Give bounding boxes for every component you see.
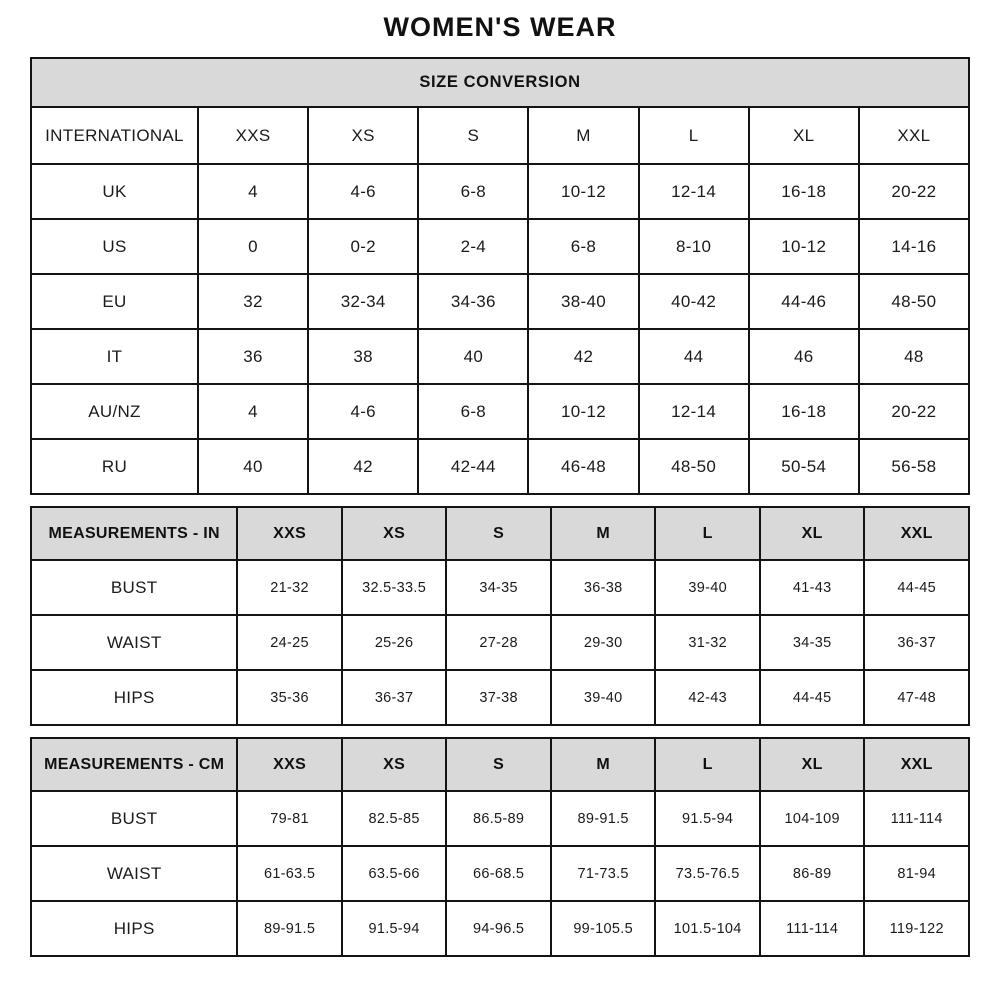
value-cell: 10-12	[528, 164, 638, 219]
value-cell: 48-50	[639, 439, 749, 494]
value-cell: 101.5-104	[655, 901, 760, 956]
value-cell: 40-42	[639, 274, 749, 329]
value-cell: 0	[198, 219, 308, 274]
value-cell: 86-89	[760, 846, 865, 901]
size-column-header: XL	[760, 738, 865, 791]
value-cell: 12-14	[639, 384, 749, 439]
row-label: WAIST	[31, 615, 237, 670]
value-cell: 42	[308, 439, 418, 494]
row-label: EU	[31, 274, 198, 329]
value-cell: 6-8	[418, 164, 528, 219]
size-column-header: S	[418, 107, 528, 164]
value-cell: 20-22	[859, 384, 969, 439]
value-cell: 39-40	[655, 560, 760, 615]
value-cell: 63.5-66	[342, 846, 447, 901]
value-cell: 38-40	[528, 274, 638, 329]
value-cell: 4-6	[308, 164, 418, 219]
value-cell: 31-32	[655, 615, 760, 670]
value-cell: 38	[308, 329, 418, 384]
table-row	[31, 439, 969, 494]
value-cell: 8-10	[639, 219, 749, 274]
measurements-cm-table	[30, 737, 970, 957]
value-cell: 6-8	[418, 384, 528, 439]
size-column-header: XXL	[859, 107, 969, 164]
value-cell: 99-105.5	[551, 901, 656, 956]
table-row	[31, 384, 969, 439]
row-label: UK	[31, 164, 198, 219]
value-cell: 41-43	[760, 560, 865, 615]
value-cell: 6-8	[528, 219, 638, 274]
column-header-row	[31, 107, 969, 164]
size-column-header: L	[639, 107, 749, 164]
value-cell: 91.5-94	[342, 901, 447, 956]
value-cell: 24-25	[237, 615, 342, 670]
value-cell: 61-63.5	[237, 846, 342, 901]
table-row	[31, 846, 969, 901]
value-cell: 48-50	[859, 274, 969, 329]
size-column-header: XL	[760, 507, 865, 560]
value-cell: 82.5-85	[342, 791, 447, 846]
value-cell: 12-14	[639, 164, 749, 219]
value-cell: 10-12	[528, 384, 638, 439]
value-cell: 36-38	[551, 560, 656, 615]
row-label: BUST	[31, 791, 237, 846]
size-column-header: XXS	[198, 107, 308, 164]
value-cell: 4	[198, 384, 308, 439]
value-cell: 34-35	[760, 615, 865, 670]
value-cell: 0-2	[308, 219, 418, 274]
value-cell: 32	[198, 274, 308, 329]
value-cell: 35-36	[237, 670, 342, 725]
value-cell: 73.5-76.5	[655, 846, 760, 901]
value-cell: 36-37	[864, 615, 969, 670]
size-column-header: XL	[749, 107, 859, 164]
value-cell: 34-35	[446, 560, 551, 615]
value-cell: 44-45	[864, 560, 969, 615]
value-cell: 46-48	[528, 439, 638, 494]
size-column-header: XS	[308, 107, 418, 164]
size-column-header: XS	[342, 738, 447, 791]
value-cell: 25-26	[342, 615, 447, 670]
value-cell: 37-38	[446, 670, 551, 725]
value-cell: 20-22	[859, 164, 969, 219]
size-column-header: XXS	[237, 507, 342, 560]
value-cell: 21-32	[237, 560, 342, 615]
table-row	[31, 219, 969, 274]
size-column-header: M	[528, 107, 638, 164]
size-conversion-table	[30, 57, 970, 495]
size-column-header: L	[655, 738, 760, 791]
table-row	[31, 560, 969, 615]
value-cell: 89-91.5	[551, 791, 656, 846]
size-column-header: XXL	[864, 738, 969, 791]
size-conversion-banner: SIZE CONVERSION	[31, 58, 969, 107]
value-cell: 2-4	[418, 219, 528, 274]
value-cell: 47-48	[864, 670, 969, 725]
value-cell: 4	[198, 164, 308, 219]
value-cell: 71-73.5	[551, 846, 656, 901]
table-row	[31, 901, 969, 956]
row-label: IT	[31, 329, 198, 384]
value-cell: 27-28	[446, 615, 551, 670]
value-cell: 44	[639, 329, 749, 384]
row-label: US	[31, 219, 198, 274]
value-cell: 34-36	[418, 274, 528, 329]
table-row	[31, 670, 969, 725]
value-cell: 39-40	[551, 670, 656, 725]
value-cell: 32.5-33.5	[342, 560, 447, 615]
value-cell: 42-44	[418, 439, 528, 494]
value-cell: 16-18	[749, 384, 859, 439]
value-cell: 50-54	[749, 439, 859, 494]
size-column-header: XXL	[864, 507, 969, 560]
value-cell: 79-81	[237, 791, 342, 846]
banner-row	[31, 58, 969, 107]
table-row	[31, 329, 969, 384]
value-cell: 66-68.5	[446, 846, 551, 901]
value-cell: 111-114	[760, 901, 865, 956]
size-column-header: M	[551, 738, 656, 791]
value-cell: 44-46	[749, 274, 859, 329]
value-cell: 16-18	[749, 164, 859, 219]
row-label: BUST	[31, 560, 237, 615]
corner-header: MEASUREMENTS - IN	[31, 507, 237, 560]
value-cell: 10-12	[749, 219, 859, 274]
value-cell: 29-30	[551, 615, 656, 670]
value-cell: 48	[859, 329, 969, 384]
row-label: WAIST	[31, 846, 237, 901]
value-cell: 36	[198, 329, 308, 384]
corner-header: MEASUREMENTS - CM	[31, 738, 237, 791]
size-column-header: M	[551, 507, 656, 560]
page-title: WOMEN'S WEAR	[383, 12, 617, 42]
value-cell: 44-45	[760, 670, 865, 725]
value-cell: 42-43	[655, 670, 760, 725]
size-column-header: S	[446, 738, 551, 791]
value-cell: 94-96.5	[446, 901, 551, 956]
value-cell: 111-114	[864, 791, 969, 846]
value-cell: 14-16	[859, 219, 969, 274]
table-row	[31, 274, 969, 329]
value-cell: 32-34	[308, 274, 418, 329]
value-cell: 46	[749, 329, 859, 384]
value-cell: 40	[198, 439, 308, 494]
value-cell: 86.5-89	[446, 791, 551, 846]
size-column-header: L	[655, 507, 760, 560]
table-row	[31, 164, 969, 219]
value-cell: 36-37	[342, 670, 447, 725]
measurements-in-table	[30, 506, 970, 726]
value-cell: 91.5-94	[655, 791, 760, 846]
row-label: AU/NZ	[31, 384, 198, 439]
table-row	[31, 791, 969, 846]
size-column-header: XXS	[237, 738, 342, 791]
value-cell: 81-94	[864, 846, 969, 901]
value-cell: 40	[418, 329, 528, 384]
value-cell: 4-6	[308, 384, 418, 439]
row-label: RU	[31, 439, 198, 494]
size-column-header: S	[446, 507, 551, 560]
value-cell: 56-58	[859, 439, 969, 494]
corner-header: INTERNATIONAL	[31, 107, 198, 164]
column-header-row	[31, 738, 969, 791]
value-cell: 104-109	[760, 791, 865, 846]
row-label: HIPS	[31, 670, 237, 725]
value-cell: 89-91.5	[237, 901, 342, 956]
column-header-row	[31, 507, 969, 560]
row-label: HIPS	[31, 901, 237, 956]
size-column-header: XS	[342, 507, 447, 560]
value-cell: 42	[528, 329, 638, 384]
table-row	[31, 615, 969, 670]
value-cell: 119-122	[864, 901, 969, 956]
